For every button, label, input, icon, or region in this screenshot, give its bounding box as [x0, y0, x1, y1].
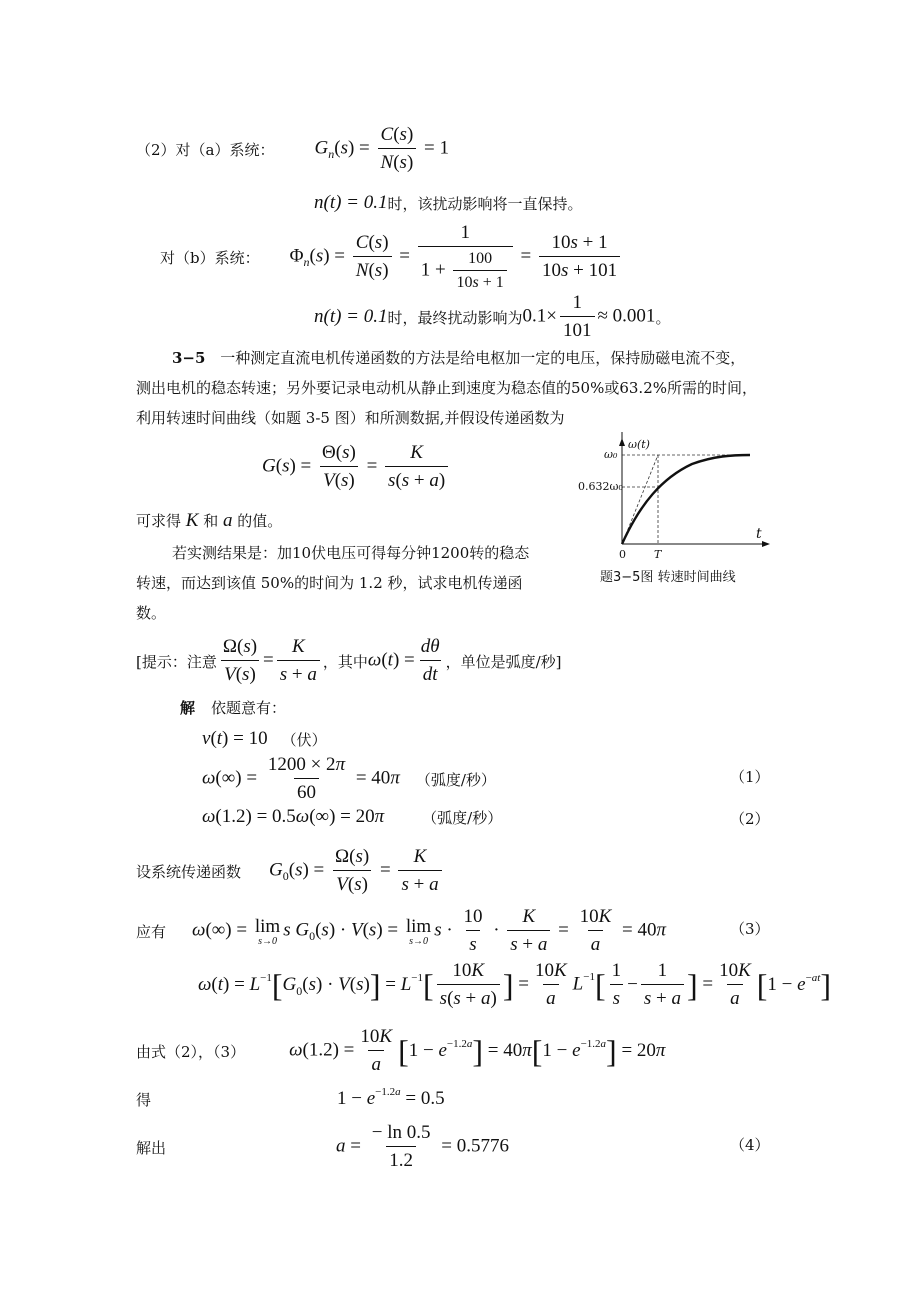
hint-omega-ratio: $\frac{\Omega(s)}{V(s)}$ = $\frac{K}{s + a}$: [217, 636, 323, 686]
eq-2: ω(1.2) = 0.5ω(∞) = 20π （弧度/秒）: [202, 806, 503, 827]
hint-omega-definition: ω(t) = $\frac{d\theta}{dt}$: [367, 636, 440, 685]
gn-equation: $G_n(s)$ = $\frac{C(s)}{N(s)}$ = 1: [314, 124, 449, 173]
problem-paragraph-7: 数。: [136, 604, 167, 622]
eq-laplace-inverse: $\omega(t) = L^{-1}$ [ $G_0(s) \cdot V(s)$ ] = $L^{-1}$ [ $\frac{10K}{s(s + a)}$ ] = $\frac{10K}{a}$ $L^{-1}$ [ $\frac{1}{s}$ − $\frac{1}{s + a}$ ] = $\frac{10K}{a}$ [ $1 - e^{-at}$ ]: [198, 960, 832, 1009]
eq-get: 得 $1 - e^{-1.2a} = 0.5$: [136, 1086, 445, 1109]
line-3: [160, 222, 623, 292]
line-4-text: 时，最终扰动影响为: [387, 308, 523, 327]
problem-paragraph-3: 利用转速时间曲线（如题 3-5 图）和所测数据,并假设传递函数为: [136, 409, 565, 427]
line-4: n(t) = 0.1 时，最终扰动影响为 0.1× $\frac{1}{101}$ ≈ 0.001 。: [314, 292, 671, 341]
problem-paragraph-5: 若实测结果是：加10伏电压可得每分钟1200转的稳态: [172, 544, 530, 562]
line-3-label: 对（b）系统：: [160, 248, 260, 267]
eq-from-2-3: 由式（2），（3） ω(1.2) = $\frac{10K}{a}$ [ $1 - e^{-1.2a}$ ] = 40π [ $1 - e^{-1.2a}$ ] = 20π: [136, 1026, 666, 1075]
line-2: [314, 192, 583, 214]
line-1: [136, 124, 449, 174]
figure-y-mid: 0.632ω₀: [578, 480, 623, 493]
eq-number-1: （1）: [730, 768, 770, 786]
problem-paragraph-4: 可求得 K 和 a 的值。: [136, 510, 283, 531]
problem-paragraph-6: 转速，而达到该值 50%的时间为 1.2 秒，试求电机传递函: [136, 574, 523, 592]
figure-caption: 题3−5图 转速时间曲线: [600, 570, 736, 585]
eq-number-2: （2）: [730, 810, 770, 828]
line-1-label: （2）对（a）系统：: [136, 140, 275, 159]
figure-y-top: ω₀: [604, 448, 618, 461]
n-condition-1: n(t) = 0.1: [314, 192, 388, 213]
eq-3: 应有 ω(∞) = lim s→0 s $G_0(s) \cdot V(s)$ = lim s→0 s · $\frac{10}{s}$ · $\frac{K}{s + a}$ = $\frac{10K}{a}$ = 40π: [136, 906, 667, 955]
transfer-function-equation: G(s) = $\frac{\Theta(s)}{V(s)}$ = $\frac{K}{s(s + a)}$: [262, 442, 451, 492]
system-transfer-function: 设系统传递函数 $G_0(s)$ = $\frac{\Omega(s)}{V(s)}$ = $\frac{K}{s + a}$: [136, 846, 445, 896]
eq-number-4: （4）: [730, 1136, 770, 1154]
figure-x-label: t: [756, 526, 762, 542]
n-condition-2: n(t) = 0.1: [314, 306, 388, 327]
speed-time-figure: [578, 432, 774, 585]
phi-n-equation: $\Phi_n(s)$ = $\frac{C(s)}{N(s)}$ = 1 1 + $\frac{100}{10s + 1}$ = $\frac{10s + 1}{10s + 101}$: [290, 222, 623, 292]
final-disturbance: 0.1× $\frac{1}{101}$ ≈ 0.001: [522, 292, 656, 341]
figure-x-T: T: [654, 548, 662, 561]
line-2-text: 时，该扰动影响将一直保持。: [387, 194, 583, 213]
problem-number: 3−5: [172, 349, 206, 367]
figure-ylabel: ω(t): [628, 438, 650, 451]
problem-paragraph-1: 3−5 一种测定直流电机传递函数的方法是给电枢加一定的电压，保持励磁电流不变，: [172, 349, 746, 367]
eq-1: ω(∞) = $\frac{1200 \times 2\pi}{60}$ = 40π （弧度/秒）: [202, 754, 496, 803]
eq-4: 解出 a = $\frac{- \ln 0.5}{1.2}$ = 0.5776: [136, 1122, 509, 1171]
problem-paragraph-2: 测出电机的稳态转速；另外要记录电动机从静止到速度为稳态值的50%或63.2%所需的时间，: [136, 379, 757, 397]
solution-heading: 解 依题意有：: [180, 699, 287, 717]
figure-origin: 0: [619, 548, 626, 561]
eq-number-3: （3）: [730, 920, 770, 938]
eq-voltage: v(t) = 10 （伏）: [202, 728, 327, 749]
hint-line: [提示：注意 $\frac{\Omega(s)}{V(s)}$ = $\frac{K}{s + a}$ ，其中 ω(t) = $\frac{d\theta}{dt}$ ，单位是弧度/秒]: [136, 636, 562, 685]
